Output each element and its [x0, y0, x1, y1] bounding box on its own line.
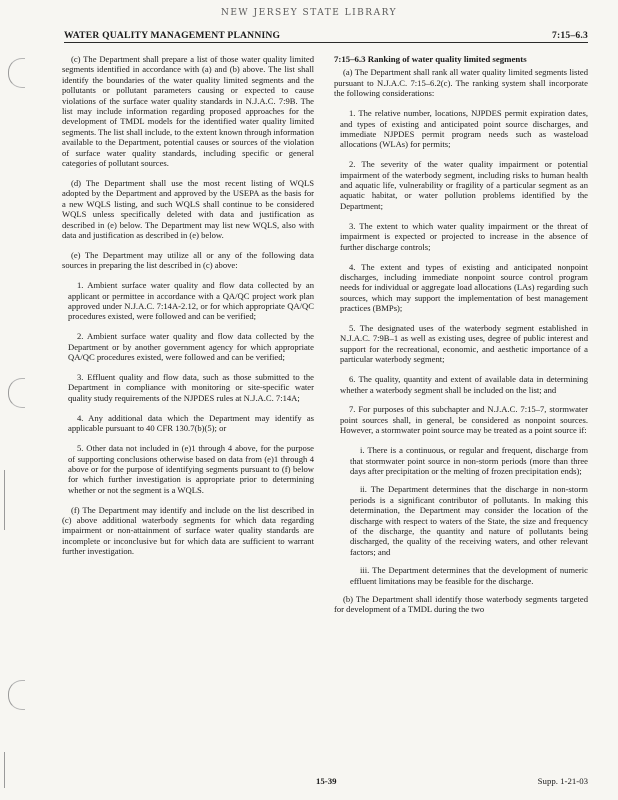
binder-hole-mark	[8, 378, 25, 408]
binder-hole-mark	[8, 680, 25, 710]
list-item: 4. The extent and types of existing and anticipated nonpoint discharges, including immediate nonpoint source control program needs for individual or aggregate load allocations (LAs) regarding such sources, which may support the implementation of best management practices (BMPs);	[340, 261, 588, 314]
paragraph-d: (d) The Department shall use the most recent listing of WQLS adopted by the Department and approved by the USEPA as the basis for a new WQLS listing, and such WQLS shall continue to be considered WQLS unless specifically deleted with data and justification as described in (e) below. The Department may list new WQLS, also with data and justification as described in (e) below.	[62, 177, 314, 240]
list-item: 4. Any additional data which the Department may identify as applicable pursuant to 40 CFR 130.7(b)(5); or	[68, 412, 314, 434]
sub-list-item: iii. The Department determines that the development of numeric effluent limitations may be feasible for the discharge.	[350, 565, 588, 586]
header-title: WATER QUALITY MANAGEMENT PLANNING	[64, 30, 281, 41]
list-item: 6. The quality, quantity and extent of available data in determining whether a waterbody segment shall be included on the list; and	[340, 374, 588, 395]
paragraph-c: (c) The Department shall prepare a list of those water quality limited segments identified in accordance with (a) and (b) above. The list shall identify the boundaries of the water quality limited segments and the pollutants or pollutant parameters causing or expected to cause violations of the surface water quality standards in N.J.A.C. 7:9B. The list may include information regarding proposed approaches for the development of TMDL models for the identified water quality limited segments. The list shall include, to the extent known through information available to the Department, potential causes or sources of the violation of surface water quality standards, including specific or general categories of pollutant sources.	[62, 54, 314, 169]
page-header	[64, 28, 588, 43]
list-item: 2. Ambient surface water quality and flow data collected by the Department or by another government agency for which appropriate QA/QC procedures existed, were followed and can be verified;	[68, 331, 314, 363]
page-number: 15-39	[316, 776, 337, 786]
list-item: 5. The designated uses of the waterbody segment established in N.J.A.C. 7:9B–1 as well as existing uses, degree of public interest and support for the recreational, economic, and aesthetic importance of a particular waterbody segment;	[340, 323, 588, 365]
paragraph-a: (a) The Department shall rank all water quality limited segments listed pursuant to N.J.A.C. 7:15–6.2(c). The ranking system shall incorporate the following considerations:	[334, 67, 588, 99]
list-item: 1. Ambient surface water quality and flow data collected by an applicant or permittee in accordance with a QA/QC project work plan approved under N.J.A.C. 7:14A-2.12, or for which appropriate QA/QC procedures existed, were followed and can be verified;	[68, 280, 314, 322]
margin-mark	[4, 752, 5, 788]
left-column	[62, 54, 314, 566]
sub-list-item: i. There is a continuous, or regular and frequent, discharge from that stormwater point source in non-storm periods (more than three days after precipitation or the melting of frozen precipitation ends);	[350, 445, 588, 476]
list-item: 3. Effluent quality and flow data, such as those submitted to the Department in compliance with monitoring or site-specific water quality study requirements of the NJPDES rules at N.J.A.C. 7:14A;	[68, 372, 314, 403]
list-item: 1. The relative number, locations, NJPDES permit expiration dates, and types of existing and anticipated point source discharges, and immediate NJPDES permit program needs such as wasteload allocations (WLAs) for permits;	[340, 108, 588, 150]
list-item: 5. Other data not included in (e)1 through 4 above, for the purpose of supporting conclusions otherwise based on data from (e)1 through 4 above or for the purpose of identifying segments pursuant to (f) below for which further investigation is appropriate prior to determining whether or not the segment is a WQLS.	[68, 443, 314, 495]
header-section-number: 7:15–6.3	[552, 30, 588, 41]
sub-list-item: ii. The Department determines that the discharge in non-storm periods is a significant contributor of pollutants. In making this determination, the Department may consider the location of the discharge with respect to waters of the State, the size and frequency of the discharge, the quantity and nature of pollutants being discharged, the quality of the receiving waters, and other relevant factors; and	[350, 484, 588, 557]
section-heading: 7:15–6.3 Ranking of water quality limited segments	[334, 54, 527, 64]
supplement-date: Supp. 1-21-03	[537, 776, 588, 786]
list-item: 7. For purposes of this subchapter and N.J.A.C. 7:15–7, stormwater point sources shall, in general, be considered as nonpoint sources. However, a stormwater point source may be treated as a point source if:	[340, 404, 588, 436]
paragraph-f: (f) The Department may identify and include on the list described in (c) above additional waterbody segments for which data regarding impairment or non-attainment of surface water quality standards are incomplete or inconclusive but for which data are sufficient to warrant further investigation.	[62, 504, 314, 557]
list-item: 3. The extent to which water quality impairment or the threat of impairment is expected or projected to increase in the absence of further discharge controls;	[340, 220, 588, 252]
paragraph-e: (e) The Department may utilize all or any of the following data sources in preparing the list described in (c) above:	[62, 249, 314, 271]
page-footer	[64, 776, 588, 788]
library-stamp: NEW JERSEY STATE LIBRARY	[220, 8, 398, 18]
paragraph-b: (b) The Department shall identify those waterbody segments targeted for development of a TMDL during the two	[334, 594, 588, 615]
right-column	[334, 54, 588, 624]
binder-hole-mark	[8, 58, 25, 88]
list-item: 2. The severity of the water quality impairment or potential impairment of the waterbody segment, including risks to human health and aquatic life, vulnerability or fragility of a particular segment as an aquatic habitat, or water pollution problems identified by the Department;	[340, 159, 588, 211]
margin-mark	[4, 470, 5, 530]
